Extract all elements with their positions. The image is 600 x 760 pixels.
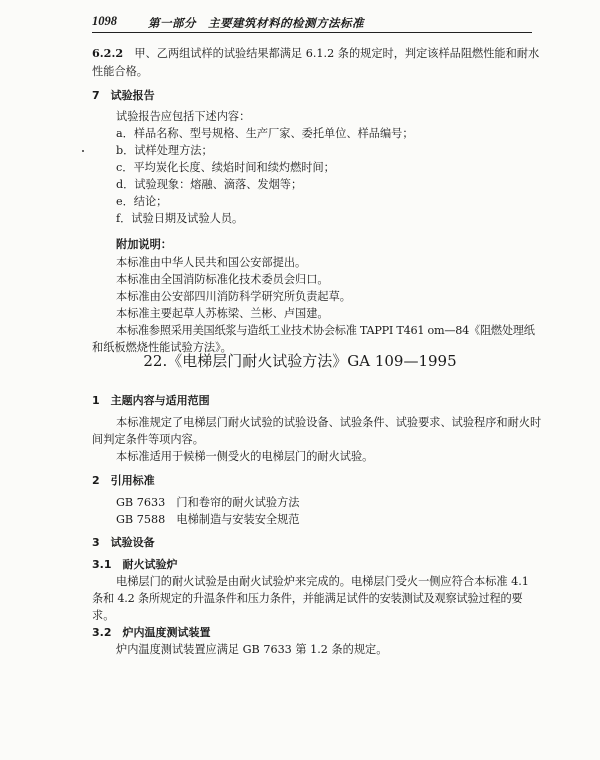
appendix-heading: 附加说明： xyxy=(116,237,172,251)
appendix-line-1: 本标准由中华人民共和国公安部提出。 xyxy=(116,256,307,269)
furnace-line1: 电梯层门的耐火试验是由耐火试验炉来完成的。电梯层门受火一侧应符合本标准 4.1 xyxy=(116,575,529,588)
furnace-line3: 求。 xyxy=(92,609,115,622)
clause-6-2-2-line1 xyxy=(92,45,539,61)
appendix-line-2: 本标准由全国消防标准化技术委员会归口。 xyxy=(116,273,329,286)
reference-row-2 xyxy=(116,511,299,527)
running-title: 第一部分 主要建筑材料的检测方法标准 xyxy=(148,16,364,30)
reference-title: 门和卷帘的耐火试验方法 xyxy=(176,496,300,509)
appendix-ref-line2: 和纸板燃烧性能试验方法》。 xyxy=(92,341,232,354)
scan-speck xyxy=(82,150,84,152)
scope-line1: 本标准规定了电梯层门耐火试验的试验设备、试验条件、试验要求、试验程序和耐火时 xyxy=(116,416,542,429)
reference-code: GB 7588 xyxy=(116,513,166,526)
scope-line2: 间判定条件等项内容。 xyxy=(92,433,204,446)
appendix-line-4: 本标准主要起草人苏栋梁、兰彬、卢国建。 xyxy=(116,307,329,320)
section-2-heading: 2 引用标准 xyxy=(92,474,155,487)
page-header xyxy=(92,12,532,33)
report-item-c: c．平均炭化长度、续焰时间和续灼燃时间； xyxy=(116,161,335,174)
reference-code: GB 7633 xyxy=(116,496,166,509)
appendix-line-3: 本标准由公安部四川消防科学研究所负责起草。 xyxy=(116,290,351,303)
standard-22-title: 22.《电梯层门耐火试验方法》GA 109—1995 xyxy=(143,352,457,370)
report-item-e: e．结论； xyxy=(116,195,168,208)
section-1-heading: 1 主题内容与适用范围 xyxy=(92,394,210,407)
report-item-f: f．试验日期及试验人员。 xyxy=(116,212,244,225)
report-item-b: b．试样处理方法； xyxy=(116,144,213,157)
reference-title: 电梯制造与安装安全规范 xyxy=(176,513,300,526)
furnace-line2: 条和 4.2 条所规定的升温条件和压力条件，并能满足试件的安装测试及观察试验过程的要 xyxy=(92,592,523,605)
section-3-1-heading: 3.1 耐火试验炉 xyxy=(92,558,178,571)
section-3-heading: 3 试验设备 xyxy=(92,536,155,549)
report-item-d: d．试验现象：熔融、滴落、发烟等； xyxy=(116,178,303,191)
appendix-ref-line1: 本标准参照采用美国纸浆与造纸工业技术协会标准 TAPPI T461 om—84《阻燃处理纸 xyxy=(116,324,535,337)
scope-line3: 本标准适用于候梯一侧受火的电梯层门的耐火试验。 xyxy=(116,450,374,463)
report-item-a: a．样品名称、型号规格、生产厂家、委托单位、样品编号； xyxy=(116,127,414,140)
page-number: 1098 xyxy=(92,14,117,28)
clause-text: 甲、乙两组试样的试验结果都满足 6.1.2 条的规定时，判定该样品阻燃性能和耐水 xyxy=(134,47,540,60)
temperature-line1: 炉内温度测试装置应满足 GB 7633 第 1.2 条的规定。 xyxy=(116,643,388,656)
clause-number: 6.2.2 xyxy=(92,46,124,60)
clause-6-2-2-line2: 性能合格。 xyxy=(92,65,148,78)
section-7-heading: 7 试验报告 xyxy=(92,89,155,102)
reference-row-1 xyxy=(116,494,299,510)
section-3-2-heading: 3.2 炉内温度测试装置 xyxy=(92,626,211,639)
report-intro: 试验报告应包括下述内容： xyxy=(116,110,251,123)
